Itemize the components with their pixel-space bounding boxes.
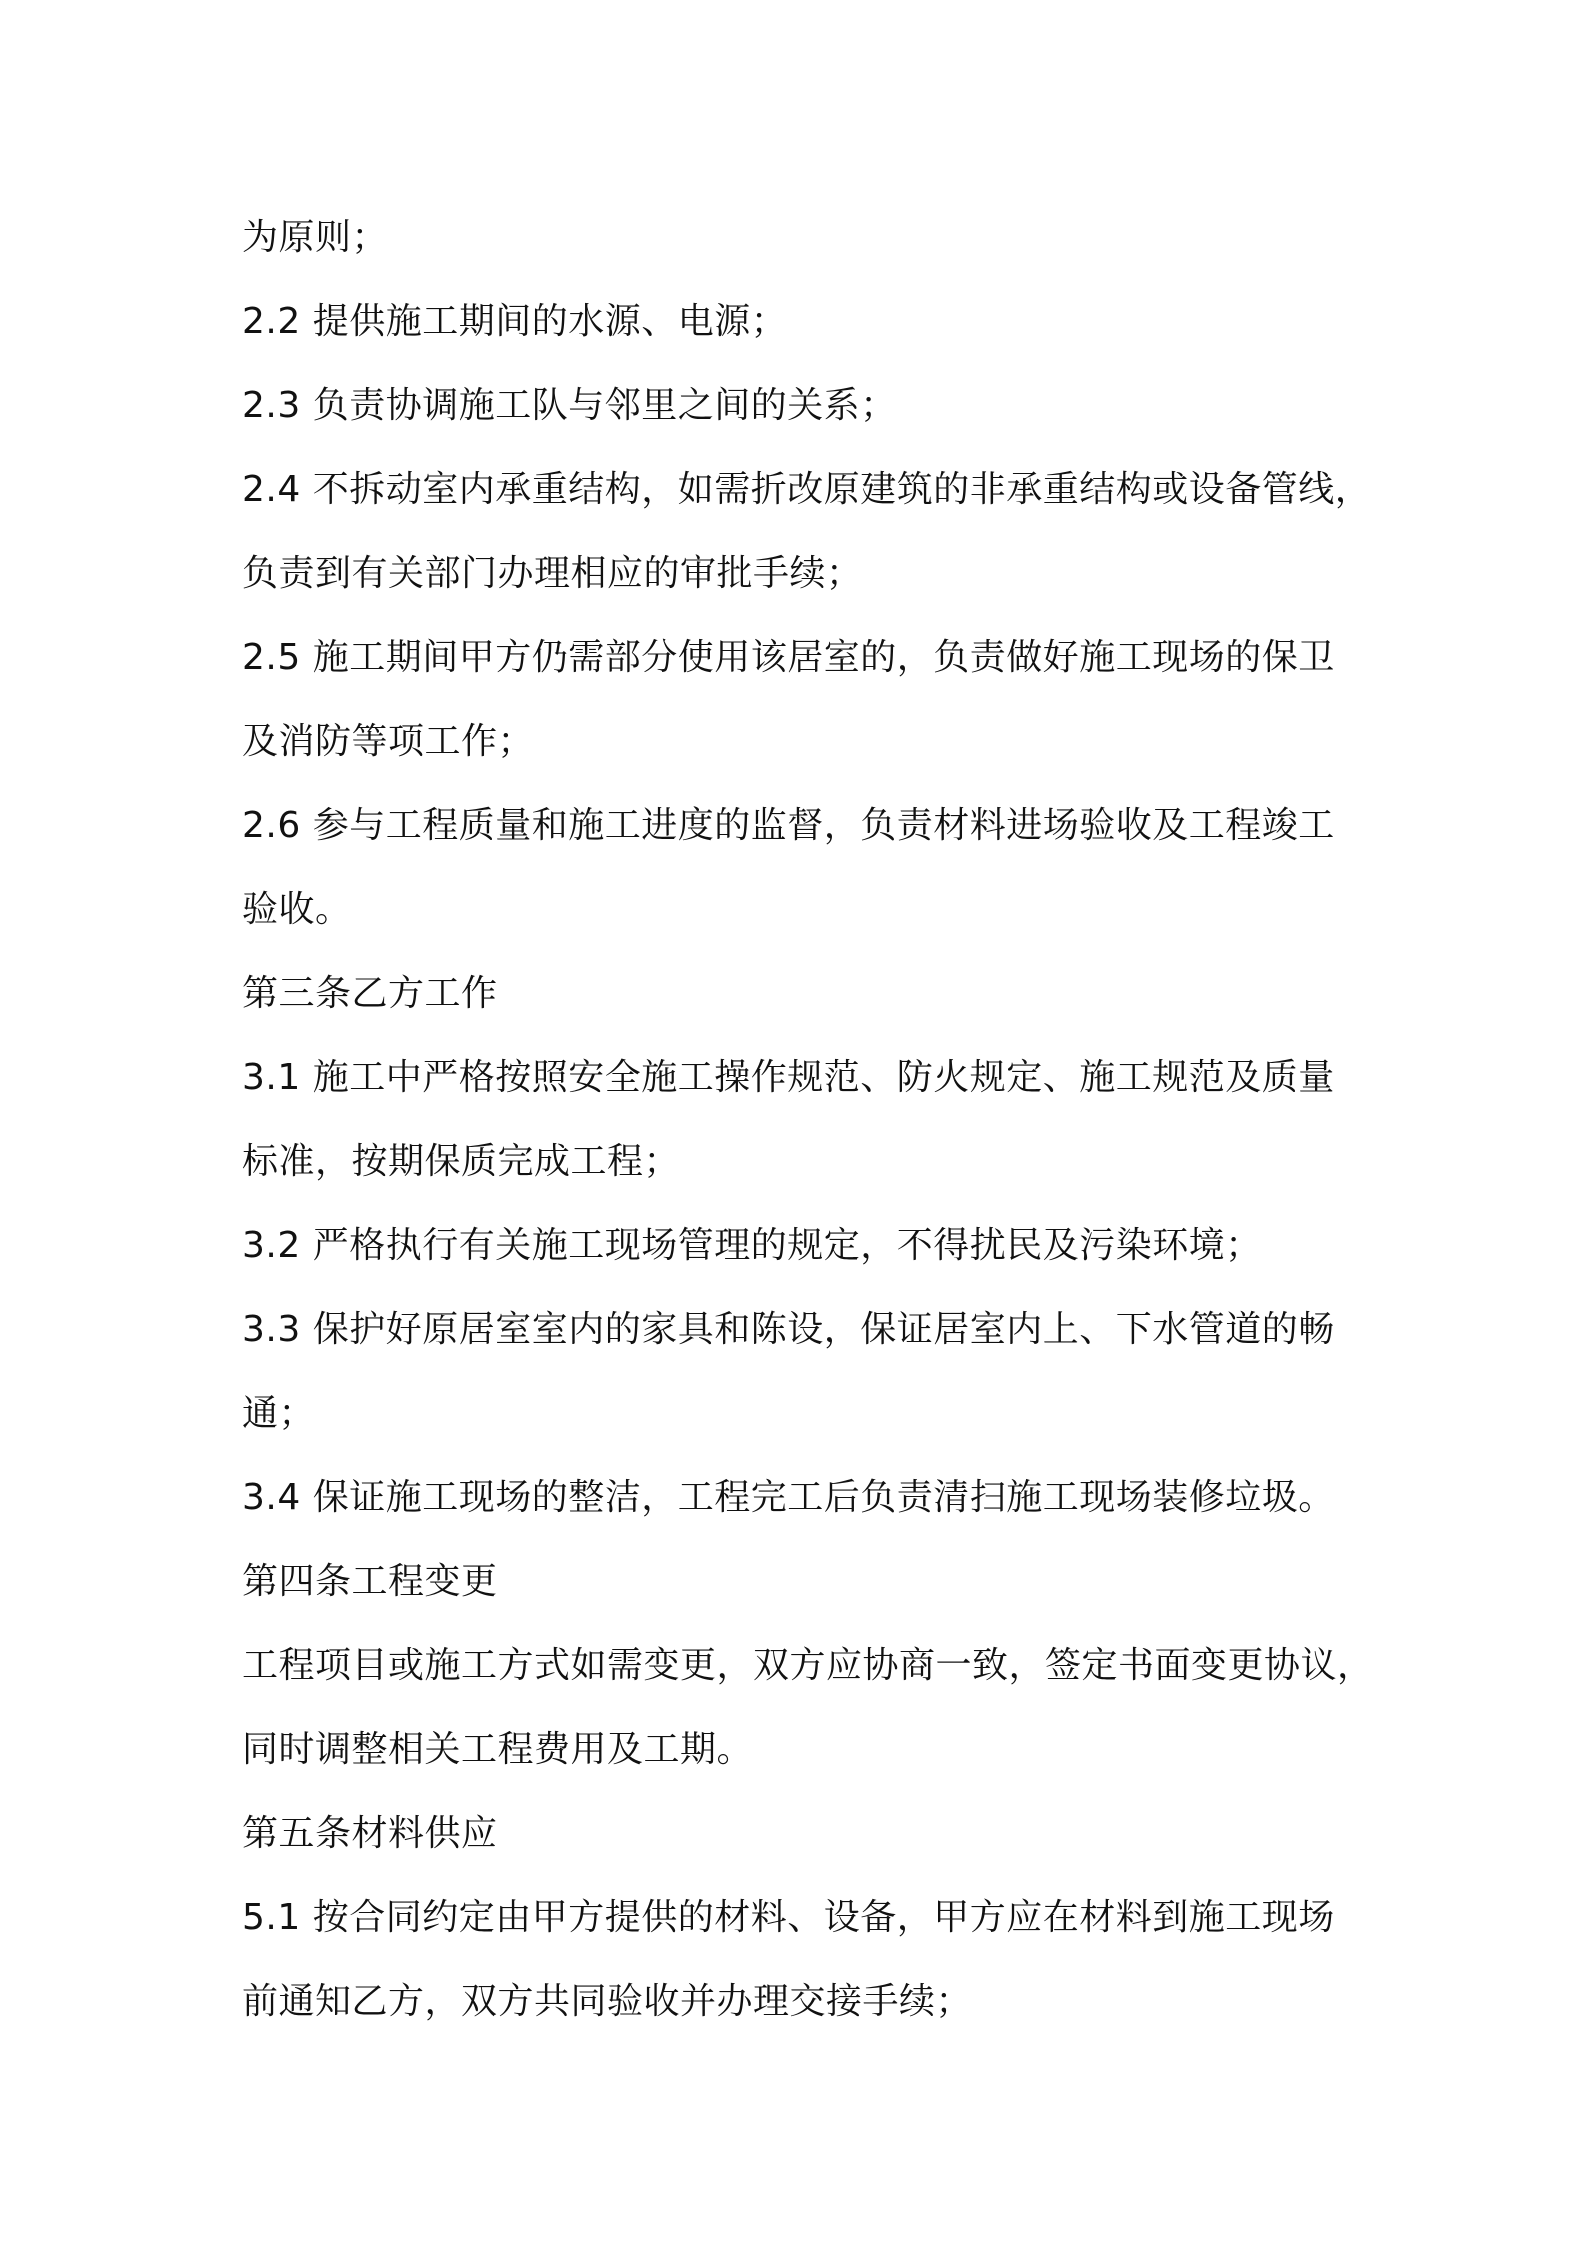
clause-2-3: 2.3 负责协调施工队与邻里之间的关系； bbox=[242, 385, 897, 426]
clause-3-4: 3.4 保证施工现场的整洁，工程完工后负责清扫施工现场装修垃圾。 bbox=[242, 1477, 1335, 1518]
article-4-text-cont: 同时调整相关工程费用及工期。 bbox=[242, 1729, 754, 1770]
article-4-heading: 第四条工程变更 bbox=[242, 1561, 498, 1602]
clause-3-1-cont: 标准，按期保质完成工程； bbox=[242, 1141, 681, 1182]
article-3-heading: 第三条乙方工作 bbox=[242, 973, 498, 1014]
clause-3-3: 3.3 保护好原居室室内的家具和陈设，保证居室内上、下水管道的畅 bbox=[242, 1309, 1335, 1350]
clause-2-5: 2.5 施工期间甲方仍需部分使用该居室的，负责做好施工现场的保卫 bbox=[242, 637, 1335, 678]
clause-5-1: 5.1 按合同约定由甲方提供的材料、设备，甲方应在材料到施工现场 bbox=[242, 1897, 1335, 1938]
article-5-heading: 第五条材料供应 bbox=[242, 1813, 498, 1854]
text-line: 为原则； bbox=[242, 217, 389, 258]
clause-2-4: 2.4 不拆动室内承重结构，如需折改原建筑的非承重结构或设备管线， bbox=[242, 469, 1372, 510]
article-4-text: 工程项目或施工方式如需变更，双方应协商一致，签定书面变更协议， bbox=[242, 1645, 1374, 1686]
clause-5-1-cont: 前通知乙方，双方共同验收并办理交接手续； bbox=[242, 1981, 973, 2022]
clause-2-2: 2.2 提供施工期间的水源、电源； bbox=[242, 301, 788, 342]
document-body bbox=[242, 196, 1374, 2044]
clause-3-2: 3.2 严格执行有关施工现场管理的规定，不得扰民及污染环境； bbox=[242, 1225, 1262, 1266]
clause-3-3-cont: 通； bbox=[242, 1393, 316, 1434]
clause-2-6: 2.6 参与工程质量和施工进度的监督，负责材料进场验收及工程竣工 bbox=[242, 805, 1335, 846]
clause-2-5-cont: 及消防等项工作； bbox=[242, 721, 535, 762]
clause-2-6-cont: 验收。 bbox=[242, 889, 352, 930]
clause-3-1: 3.1 施工中严格按照安全施工操作规范、防火规定、施工规范及质量 bbox=[242, 1057, 1335, 1098]
clause-2-4-cont: 负责到有关部门办理相应的审批手续； bbox=[242, 553, 863, 594]
